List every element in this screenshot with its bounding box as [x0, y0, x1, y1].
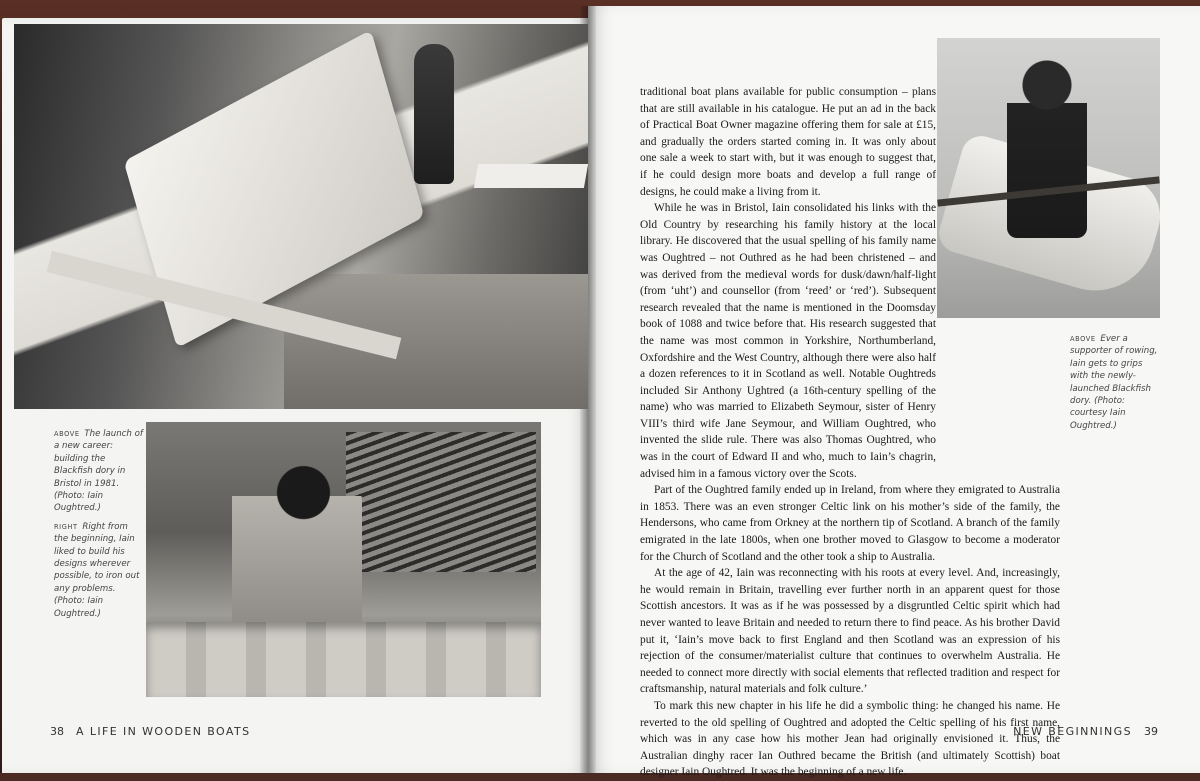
body-text: [640, 84, 1160, 781]
photo-standing-figure: [414, 44, 454, 184]
caption-above: [54, 428, 144, 515]
photo-stacked-planks: [346, 432, 536, 572]
paragraph: Part of the Oughtred family ended up in Ireland, from where they emigrated to Australia in 1853. There was an even stronger Celtic link on his mother’s side of the family, the Hendersons, who came from Orkney at the northern tip of Scotland. A branch of the family emigrated in the late 1800s, when one brother moved to Glasgow to become a moderator for the Church of Scotland and the other took a ship to Australia.: [640, 484, 1060, 563]
running-head: NEW BEGINNINGS: [1013, 725, 1132, 738]
caption-tag: ABOVE: [54, 430, 80, 438]
paragraph: traditional boat plans available for public consumption – plans that are still available in his catalogue. He put an ad in the back of Practical Boat Owner magazine offering them for sale at £15, and gradually the orders started coming in. It was only about one sale a week to start with, but it was enough to suggest that, if he could design more boats and develop a full range of designs, he could make a living from it.: [640, 86, 936, 198]
paragraph: While he was in Bristol, Iain consolidated his links with the Old Country by researching his family history at the local library. He discovered that the usual spelling of his family name was Oughtred – not Outhred as he had been christened – and was derived from the medieval words for dusk/dawn/half-light (from ‘uht’) and counsellor (from ‘reed’ or ‘red’). Subsequent research revealed that the name is mentioned in the Doomsday book of 1088 and twice before that. His research suggested that the name was most common in Yorkshire, Northumberland, Oxfordshire and the West Country, although there were also half a dozen references to it in Scotland as well. Notable Oughtreds included Sir Anthony Ughtred (a 16th-century spelling of the name) who was married to Elizabeth Seymour, sister of Henry VIII’s third wife Jane Seymour, and William Oughtred, who invented the slide rule. There was also Thomas Oughtred, who was in the court of Edward II and who, much to Iain’s chagrin, advised him in a famous victory over the Scots.: [640, 202, 936, 480]
caption-text: Right from the beginning, Iain liked to build his designs wherever possible, to iron out any problems. (Photo: Iain Oughtred.): [54, 521, 140, 619]
caption-tag: RIGHT: [54, 522, 78, 531]
caption-tag: ABOVE: [1070, 335, 1096, 343]
caption-text: The launch of a new career: building the Blackfish dory in Bristol in 1981. (Photo: Iain Oughtred.): [54, 429, 143, 514]
caption-text: Ever a supporter of rowing, Iain gets to grips with the newly-launched Blackfish dory. (Photo: courtesy Iain Oughtred.): [1070, 334, 1158, 431]
paragraph: To mark this new chapter in his life he did a symbolic thing: he changed his name. He reverted to the old spelling of Oughtred and adopted the Celtic spelling of his first name, which was in any case how his mother Jean had originally envisioned it. Thus, the Australian dinghy racer Ian Outhred became the British (and ultimately Scottish) boat designer Iain Oughtred. It was the beginning of a new life.: [640, 699, 1060, 779]
photo-person: [232, 462, 362, 632]
photo-boat-building-workshop: [14, 24, 588, 409]
left-page-captions: [54, 428, 144, 626]
page-number: 39: [1144, 725, 1158, 738]
photo-man-planing-plank: [146, 422, 541, 697]
photo-bench: [146, 622, 541, 697]
paragraph: At the age of 42, Iain was reconnecting with his roots at every level. And, increasingly, he would remain in Britain, travelling ever further north in an apparent quest for those Scottish ancestors. It was as if he was possessed by a disgruntled Celtic spirit which had never wanted to leave Britain and needed to return there to find peace. As his brother David put it, ‘Iain’s move back to first England and then Scotland was an expression of his rejection of the consumer/materialist culture that continues to overwhelm Australia. He needed to connect more directly with social elements that reflected tradition and respect for craftsmanship, natural materials and folk culture.’: [640, 567, 1060, 696]
running-head: A LIFE IN WOODEN BOATS: [76, 725, 251, 738]
right-folio: [1013, 725, 1158, 738]
photo-workbench: [474, 164, 588, 188]
page-number: 38: [50, 725, 64, 738]
caption-right: [54, 521, 144, 620]
left-folio: [50, 725, 250, 738]
